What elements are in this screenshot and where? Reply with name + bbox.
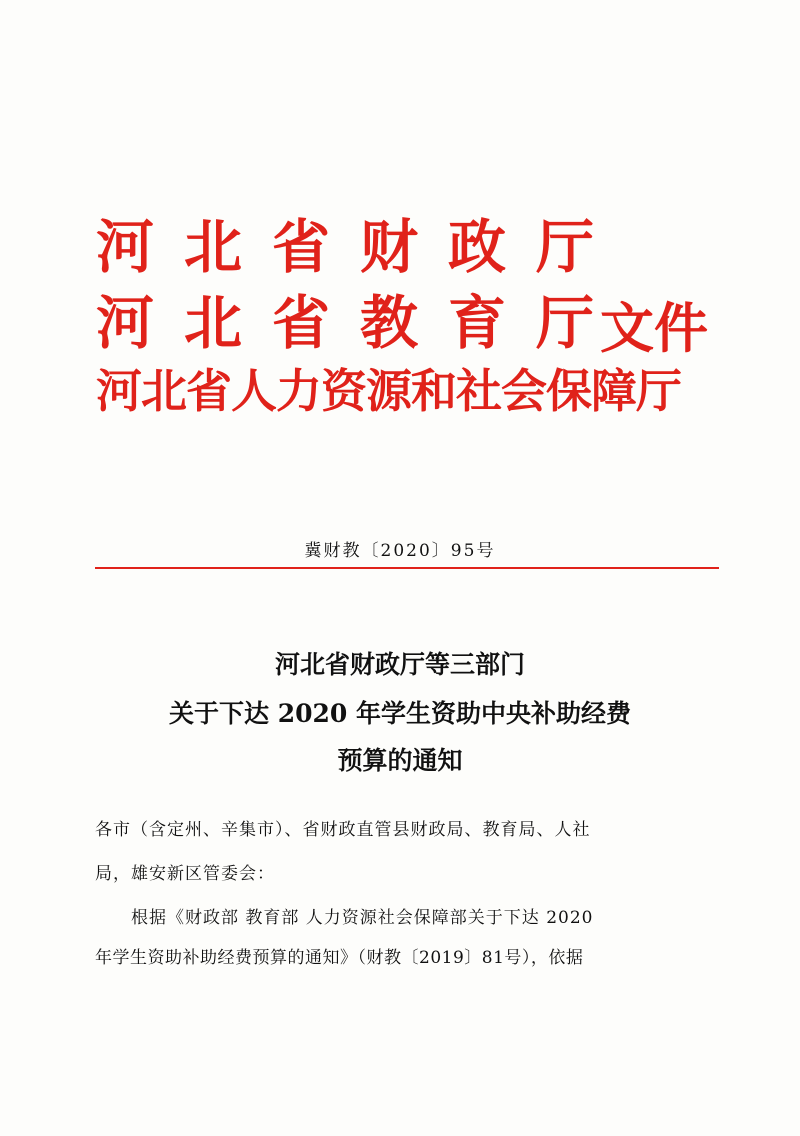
issuer-education-dept: 河北省教育厅 [96,289,625,357]
title-line-3: 预算的通知 [337,746,463,775]
body-line-3: 根据《财政部 教育部 人力资源社会保障部关于下达 2020 [131,908,594,928]
body-line-2: 局，雄安新区管委会： [95,864,275,884]
issuer-finance-dept: 河北省财政厅 [96,213,625,281]
issuer-hr-social-security-dept: 河北省人力资源和社会保障厅 [96,364,681,418]
body-line-4: 年学生资助补助经费预算的通知》（财教〔2019〕81号），依据 [95,948,584,968]
body-line-1: 各市（含定州、辛集市）、省财政直管县财政局、教育局、人社 [95,820,591,840]
title-line-1: 河北省财政厅等三部门 [274,650,525,679]
title-line-2: 关于下达 2020 年学生资助中央补助经费 [169,699,631,728]
document-number: 冀财教〔2020〕95号 [304,541,496,561]
document-type-label: 文件 [600,297,708,360]
red-separator-line [95,567,719,569]
